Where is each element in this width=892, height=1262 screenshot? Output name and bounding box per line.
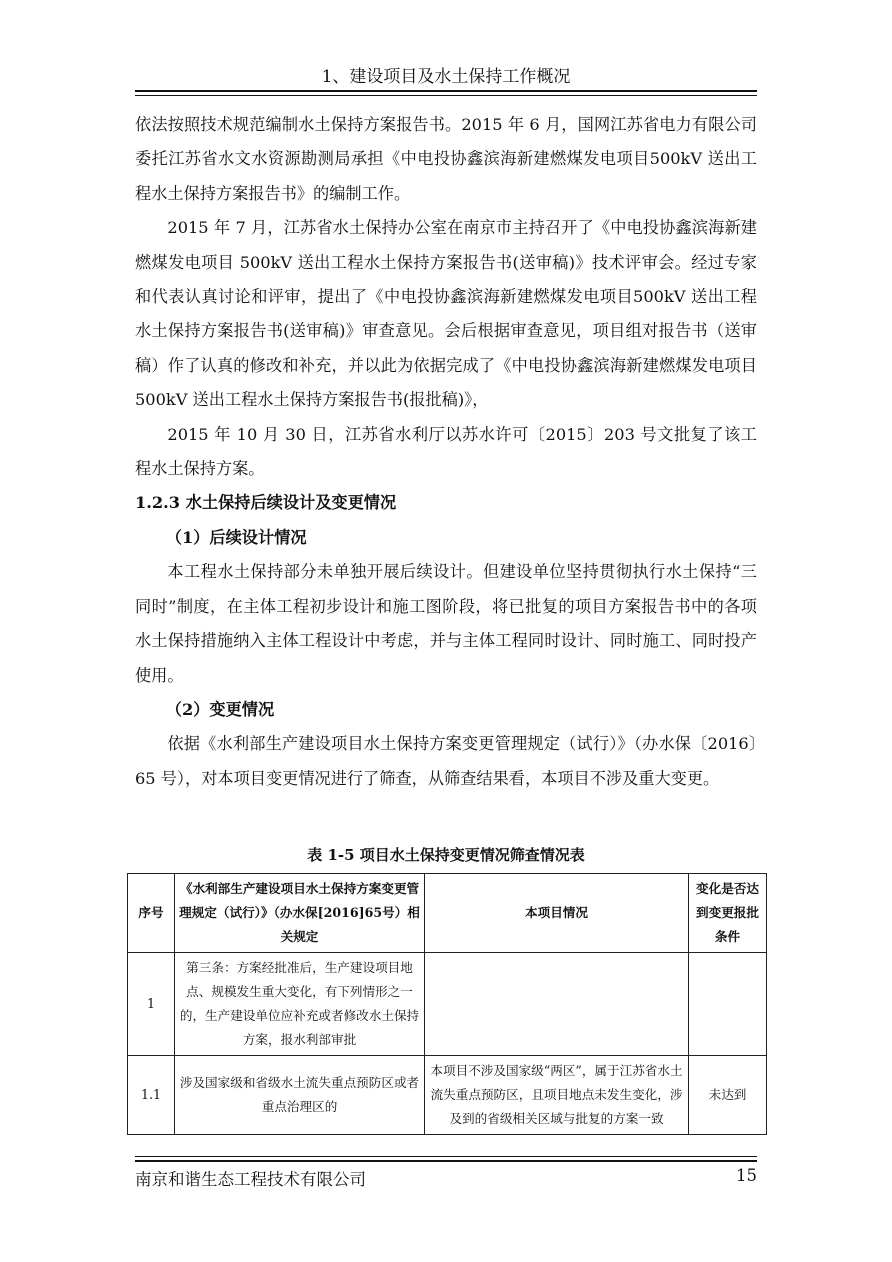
page-number: 15 — [736, 1166, 757, 1185]
table-row — [128, 953, 767, 1056]
paragraph: 本工程水土保持部分未单独开展后续设计。但建设单位坚持贯彻执行水土保持“三同时”制度，在主体工程初步设计和施工图阶段，将已批复的项目方案报告书中的各项水土保持措施纳入主体工程设计中考虑，并与主体工程同时设计、同时施工、同时投产使用。 — [135, 562, 757, 685]
table-caption: 表 1-5 项目水土保持变更情况筛查情况表 — [307, 846, 585, 864]
body-text — [135, 108, 757, 796]
paragraph: 依法按照技术规范编制水土保持方案报告书。2015 年 6 月，国网江苏省电力有限公司委托江苏省水文水资源勘测局承担《中电投协鑫滨海新建燃煤发电项目500kV 送出工程水土保持方案报告书》的编制工作。 — [135, 115, 757, 203]
header-cell-no: 序号 — [128, 874, 175, 953]
paragraph: 2015 年 10 月 30 日，江苏省水利厅以苏水许可〔2015〕203 号文批复了该工程水土保持方案。 — [135, 424, 757, 479]
cell-no: 1 — [128, 953, 175, 1056]
table-row — [128, 1056, 767, 1135]
header-cell-rule: 《水利部生产建设项目水土保持方案变更管理规定（试行）》（办水保[2016]65号）相关规定 — [175, 874, 425, 953]
cell-rule: 第三条：方案经批准后，生产建设项目地点、规模发生重大变化，有下列情形之一的，生产建设单位应补充或者修改水土保持方案，报水利部审批 — [175, 953, 425, 1056]
header-cell-result: 变化是否达到变更报批条件 — [689, 874, 767, 953]
section-heading: 1.2.3 水土保持后续设计及变更情况 — [135, 493, 397, 513]
cell-result — [689, 953, 767, 1056]
table-header-row — [128, 874, 767, 953]
cell-situation — [425, 953, 689, 1056]
cell-result: 未达到 — [689, 1056, 767, 1135]
footer-rule-thin — [135, 1156, 757, 1157]
page-header-title: 1、建设项目及水土保持工作概况 — [321, 67, 571, 87]
footer-company: 南京和谐生态工程技术有限公司 — [135, 1170, 366, 1189]
header-rule-thin — [135, 95, 757, 96]
change-screening-table — [127, 873, 767, 1135]
cell-situation: 本项目不涉及国家级“两区”，属于江苏省水土流失重点预防区，且项目地点未发生变化，涉及到的省级相关区域与批复的方案一致 — [425, 1056, 689, 1135]
subsection-heading: （1）后续设计情况 — [165, 527, 307, 547]
header-cell-situation: 本项目情况 — [425, 874, 689, 953]
header-rule-thick — [135, 90, 757, 92]
footer-rule-thick — [135, 1160, 757, 1162]
paragraph: 依据《水利部生产建设项目水土保持方案变更管理规定（试行）》（办水保〔2016〕65 号），对本项目变更情况进行了筛查，从筛查结果看，本项目不涉及重大变更。 — [135, 734, 757, 788]
paragraph: 2015 年 7 月，江苏省水土保持办公室在南京市主持召开了《中电投协鑫滨海新建燃煤发电项目 500kV 送出工程水土保持方案报告书(送审稿)》技术评审会。经过专家和代表认真讨论和评审，提出了《中电投协鑫滨海新建燃煤发电项目500kV 送出工程水土保持方案报告书(送审稿)》审查意见。会后根据审查意见，项目组对报告书（送审稿）作了认真的修改和补充，并以此为依据完成了《中电投协鑫滨海新建燃煤发电项目 500kV 送出工程水土保持方案报告书(报批稿)》， — [135, 218, 757, 410]
subsection-heading: （2）变更情况 — [165, 699, 275, 719]
cell-rule: 涉及国家级和省级水土流失重点预防区或者重点治理区的 — [175, 1056, 425, 1135]
cell-no: 1.1 — [128, 1056, 175, 1135]
